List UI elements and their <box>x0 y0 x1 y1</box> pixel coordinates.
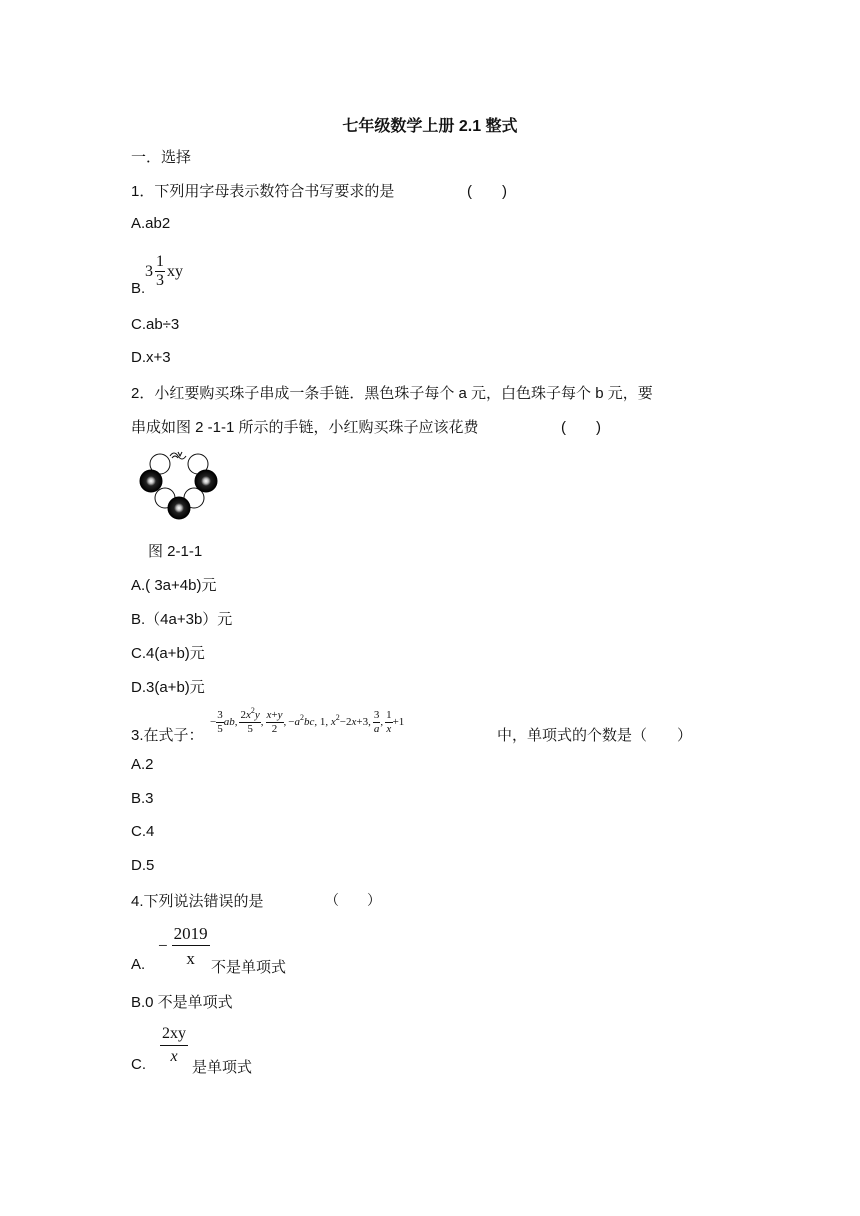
black-bead <box>140 470 162 492</box>
q1-option-b-math <box>145 254 183 289</box>
q4-answer-paren: （ ） <box>325 892 381 908</box>
mixed-number-whole: 3 <box>145 262 153 280</box>
fraction-numerator: 2019 <box>172 925 210 946</box>
q1-answer-paren: ( ) <box>467 183 507 200</box>
q4-option-c-text: 是单项式 <box>192 1059 253 1076</box>
fraction: $\frac{1}{x}$ <box>386 708 392 735</box>
fraction-denominator: 3 <box>156 272 164 289</box>
fraction: $\frac{x+y}{2}$ <box>266 708 283 735</box>
fraction: $\frac{3}{a}$ <box>373 708 380 735</box>
variable-term: xy <box>167 262 183 280</box>
q4-stem: 4.下列说法错误的是 <box>131 893 264 910</box>
bracelet-figure <box>136 446 222 522</box>
fraction-denominator: x <box>186 949 195 968</box>
q4-option-c-math <box>160 1026 188 1065</box>
q2-option-d: D.3(a+b)元 <box>131 679 205 696</box>
black-bead <box>195 470 217 492</box>
fraction-numerator: 2xy <box>160 1026 188 1046</box>
q3-expression-list: − $\frac{3}{5}$ ab , $\frac{2x^2y}{5}$ , $\frac{x+y}{2}$ , $-a^2bc$, 1, $x^2-2x+3$, $\frac{3}{a}$ , $\frac{1}{x}$ +1 <box>210 705 405 735</box>
q1-option-c: C.ab÷3 <box>131 316 180 333</box>
q4-option-a-text: 不是单项式 <box>211 959 287 976</box>
q4-option-c-label: C. <box>131 1056 146 1073</box>
page-title: 七年级数学上册 2.1 整式 <box>342 118 518 135</box>
q4-option-b: B.0 不是单项式 <box>131 994 233 1011</box>
q2-option-b: B.（4a+3b）元 <box>131 611 233 628</box>
fraction <box>155 254 165 289</box>
bracelet-clasp <box>170 452 186 459</box>
q3-option-c: C.4 <box>131 823 155 840</box>
section-heading: 一．选择 <box>131 149 192 166</box>
q3-option-b: B.3 <box>131 790 154 807</box>
q2-option-a: A.( 3a+4b)元 <box>131 577 217 594</box>
q4-option-a-math: − $\frac{2019}{x}$ <box>158 924 208 968</box>
figure-caption: 图 2-1-1 <box>148 543 203 560</box>
fraction: $\frac{3}{5}$ <box>217 708 223 735</box>
q4-option-a-label: A. <box>131 956 146 973</box>
q2-option-c: C.4(a+b)元 <box>131 645 205 662</box>
fraction-denominator: x <box>170 1048 178 1065</box>
fraction-numerator: 1 <box>156 253 164 270</box>
q3-option-d: D.5 <box>131 857 155 874</box>
q1-stem: 1．下列用字母表示数符合书写要求的是 <box>131 183 395 200</box>
q2-answer-paren: ( ) <box>561 419 601 436</box>
fraction: $\frac{2x^2y}{5}$ <box>240 705 260 735</box>
fraction <box>160 1026 188 1065</box>
q3-option-a: A.2 <box>131 756 154 773</box>
q3-stem-suffix: 中，单项式的个数是（ ） <box>497 727 693 744</box>
q1-option-a: A.ab2 <box>131 215 171 232</box>
q2-stem-line2: 串成如图 2 -1-1 所示的手链，小红购买珠子应该花费 <box>131 419 479 436</box>
q3-stem-prefix: 3.在式子： <box>131 727 204 744</box>
q2-stem-line1: 2．小红要购买珠子串成一条手链．黑色珠子每个 a 元，白色珠子每个 b 元，要 <box>131 385 653 402</box>
black-bead <box>168 497 190 519</box>
q1-option-d: D.x+3 <box>131 349 171 366</box>
q1-option-b-label: B. <box>131 280 146 297</box>
fraction <box>172 925 210 967</box>
